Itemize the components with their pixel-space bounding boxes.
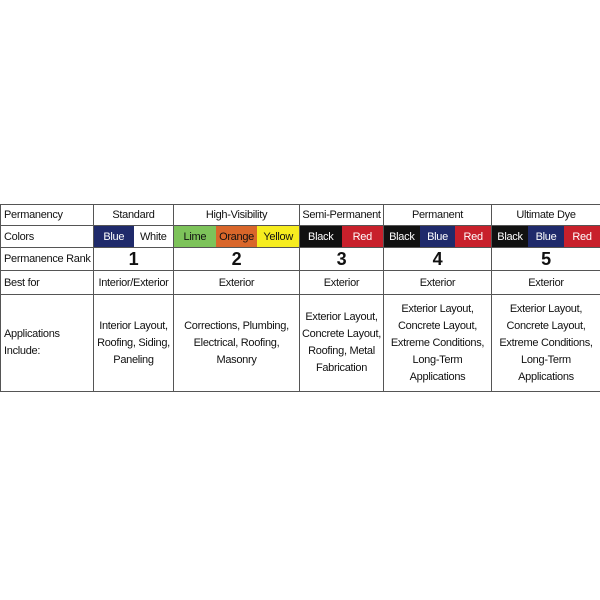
application-line: Roofing, Siding,	[97, 336, 170, 349]
applications-cell	[384, 295, 492, 392]
rank-value: 5	[492, 248, 600, 271]
colors-cell	[300, 226, 384, 248]
column-header-standard: Standard	[94, 205, 174, 226]
column-header-permanent: Permanent	[384, 205, 492, 226]
colors-cell	[174, 226, 300, 248]
permanency-row	[1, 205, 600, 226]
application-line: Applications	[518, 370, 574, 383]
rank-value: 1	[94, 248, 174, 271]
color-swatch-black: Black	[384, 226, 420, 247]
applications-label-line: Applications	[4, 328, 60, 340]
color-swatch-red: Red	[564, 226, 600, 247]
applications-cell	[174, 295, 300, 392]
colors-row	[1, 226, 600, 248]
best-for-value: Exterior	[174, 271, 300, 295]
color-swatch-group	[384, 226, 491, 247]
application-line: Electrical, Roofing,	[193, 336, 280, 349]
application-line: Roofing, Metal	[308, 345, 375, 357]
rank-value: 2	[174, 248, 300, 271]
permanency-label: Permanency	[1, 205, 94, 226]
best-for-row	[1, 271, 600, 295]
application-line: Interior Layout,	[99, 319, 168, 332]
colors-cell	[492, 226, 600, 248]
color-swatch-group	[94, 226, 173, 247]
color-swatch-blue: Blue	[420, 226, 456, 247]
best-for-label: Best for	[1, 271, 94, 295]
application-line: Long-Term	[521, 353, 571, 366]
column-header-semi-permanent: Semi-Permanent	[300, 205, 384, 226]
applications-cell	[492, 295, 600, 392]
application-line: Concrete Layout,	[302, 328, 381, 340]
application-line: Corrections, Plumbing,	[184, 319, 289, 332]
color-swatch-black: Black	[300, 226, 342, 247]
applications-cell	[300, 295, 384, 392]
permanency-table	[0, 204, 600, 392]
colors-label: Colors	[1, 226, 94, 248]
application-line: Masonry	[216, 353, 257, 366]
best-for-value: Exterior	[384, 271, 492, 295]
color-swatch-orange: Orange	[216, 226, 258, 247]
color-swatch-group	[300, 226, 383, 247]
rank-value: 4	[384, 248, 492, 271]
applications-cell	[94, 295, 174, 392]
color-swatch-yellow: Yellow	[257, 226, 299, 247]
colors-cell	[384, 226, 492, 248]
color-swatch-black: Black	[492, 226, 528, 247]
rank-row	[1, 248, 600, 271]
applications-label	[1, 295, 94, 392]
column-header-high-visibility: High-Visibility	[174, 205, 300, 226]
application-line: Exterior Layout,	[509, 302, 583, 315]
color-swatch-group	[174, 226, 299, 247]
application-line: Exterior Layout,	[401, 302, 474, 315]
application-line: Extreme Conditions,	[390, 336, 485, 349]
rank-label: Permanence Rank	[1, 248, 94, 271]
application-line: Exterior Layout,	[305, 311, 378, 323]
applications-row	[1, 295, 600, 392]
application-line: Concrete Layout,	[398, 319, 477, 332]
rank-value: 3	[300, 248, 384, 271]
permanency-table-container	[0, 204, 600, 392]
best-for-value: Exterior	[492, 271, 600, 295]
color-swatch-group	[492, 226, 600, 247]
best-for-value: Exterior	[300, 271, 384, 295]
application-line: Paneling	[113, 353, 154, 366]
column-header-ultimate-dye: Ultimate Dye	[492, 205, 600, 226]
application-line: Fabrication	[315, 362, 368, 374]
applications-label-line: Include:	[4, 345, 41, 357]
color-swatch-red: Red	[342, 226, 384, 247]
color-swatch-white: White	[134, 226, 174, 247]
best-for-value: Interior/Exterior	[94, 271, 174, 295]
application-line: Concrete Layout,	[506, 319, 586, 332]
application-line: Long-Term	[412, 353, 463, 366]
color-swatch-lime: Lime	[174, 226, 216, 247]
color-swatch-blue: Blue	[94, 226, 134, 247]
color-swatch-blue: Blue	[528, 226, 564, 247]
application-line: Applications	[409, 370, 466, 383]
color-swatch-red: Red	[455, 226, 491, 247]
colors-cell	[94, 226, 174, 248]
application-line: Extreme Conditions,	[499, 336, 593, 349]
